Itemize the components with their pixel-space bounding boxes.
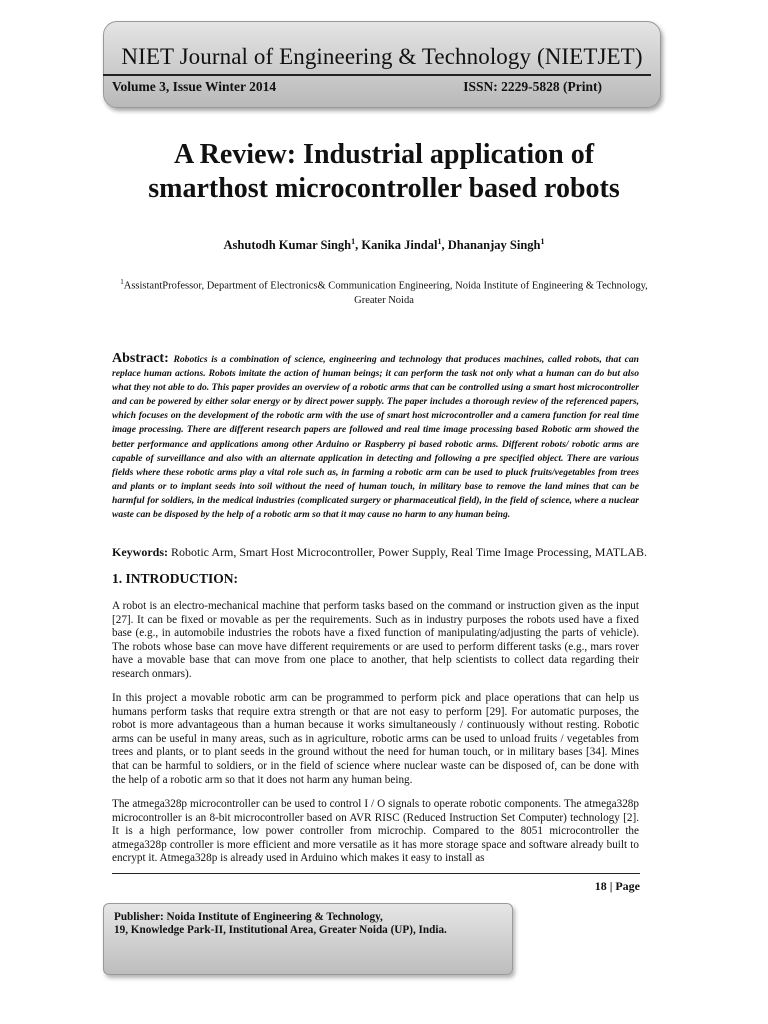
paper-title-line2: smarthost microcontroller based robots [148, 173, 620, 204]
publisher-box [103, 903, 513, 975]
author-separator: , [441, 238, 448, 253]
publisher-line2: 19, Knowledge Park-II, Institutional Area, Greater Noida (UP), India. [114, 924, 447, 936]
author-name: Ashutodh Kumar Singh [223, 238, 352, 253]
affiliation-text: AssistantProfessor, Department of Electronics& Communication Engineering, Noida Institute of Engineering & Technology, Greater Noida [123, 280, 648, 306]
publisher-line1: Publisher: Noida Institute of Engineering & Technology, [114, 911, 383, 923]
author-separator: , [355, 238, 362, 253]
abstract-label: Abstract: [112, 351, 174, 366]
author-affil-mark: 1 [351, 237, 356, 246]
paragraph: A robot is an electro-mechanical machine that perform tasks based on the command or instruction given as the input [27]. It can be fixed or movable as per the requirements. Such as in industry purposes the robots used have a fixed base (e.g., in automobile industries the robots have a fixed function of manipulating/adjusting the parts of vehicle). The robots whose base can move have different requirements or are used to perform different tasks (e.g., mars rover have a movable base that can move from one place to another, that help scientists to collect data regarding their research onmars). [112, 600, 639, 680]
paper-title [60, 138, 708, 206]
author-list [0, 237, 768, 253]
header-divider [103, 74, 651, 76]
affiliation [112, 275, 656, 308]
paragraph: The atmega328p microcontroller can be used to control I / O signals to operate robotic components. The atmega328p microcontroller is an 8-bit microcontroller based on AVR RISC (Reduced Instruction Set Computer) technology [2]. It is a high performance, low power controller from microchip. Compared to the 8051 microcontroller the atmega328p controller is more efficient and more versatile as it has more storage space and software already built to encrypt it. Atmega328p is already used in Arduino which makes it easy to install as [112, 798, 639, 865]
paragraph: In this project a movable robotic arm can be programmed to perform pick and place operations that can help us humans perform tasks that require extra strength or that are not easy to perform [29]. For automatic purposes, the robot is more advantageous than a human because it works simultaneously / continuously without resting. Robotic arms can be useful in many areas, such as in agriculture, robotic arms can be used to unload fruits / vegetables from trees and plants, or to plant seeds in the ground without the need for human touch, or in military bases [34]. Mines that can be harmful to soldiers, or in the field of science where nuclear waste can be disposed of, can be done with the help of a robotic arm so that it does not harm any human being. [112, 692, 639, 786]
author-name: Dhananjay Singh [447, 238, 541, 253]
abstract [112, 352, 639, 522]
journal-title: NIET Journal of Engineering & Technology (NIETJET) [121, 44, 643, 69]
author-affil-mark: 1 [540, 237, 545, 246]
publisher-info [114, 911, 447, 937]
author-name: Kanika Jindal [361, 238, 438, 253]
affiliation-mark: 1 [120, 278, 124, 286]
keywords-text: Robotic Arm, Smart Host Microcontroller, Power Supply, Real Time Image Processing, MATLAB. [168, 545, 648, 559]
issn: ISSN: 2229-5828 (Print) [463, 79, 602, 94]
page-number: 18 | Page [594, 879, 640, 893]
keywords-label: Keywords: [112, 545, 168, 559]
volume-issue: Volume 3, Issue Winter 2014 [112, 79, 277, 94]
keywords [112, 545, 652, 560]
section-heading: 1. INTRODUCTION: [112, 571, 239, 586]
author-affil-mark: 1 [437, 237, 442, 246]
footer-divider [112, 873, 640, 874]
paper-title-line1: A Review: Industrial application of [173, 139, 595, 170]
abstract-text: Robotics is a combination of science, engineering and technology that produces machines, called robots, that can replace human actions. Robots imitate the action of human beings; it can perform the task not only what a human can do but also what they not able to do. This paper provides an overview of a robotic arms that can be controlled using a smart host microcontroller and can be powered by either solar energy or by direct power supply. The paper includes a thorough review of the referenced papers, which focuses on the development of the robotic arm with the use of smart host microcontroller and a camera function for real time image processing. There are different research papers are followed and real time image processing based Robotic arm showed the better performance and applications among other Arduino or Raspberry pi based robotic arms. Different robots/ robotic arms are capable of surveillance and also with an alternate application in detecting and following a pre specified object. There are various fields where these robotic arms play a vital role such as, in farming a robotic arm can be used to pluck fruits/vegetables from trees and plants or to implant seeds into soil without the need of human touch, in military base to remove the land mines that can be harmful for soldiers, in the medical industries (complicated surgery or pharmaceutical field), in the field of science, where a nuclear waste can be disposed by the help of a robotic arm so that it may cause no harm to any human being. [112, 354, 639, 521]
